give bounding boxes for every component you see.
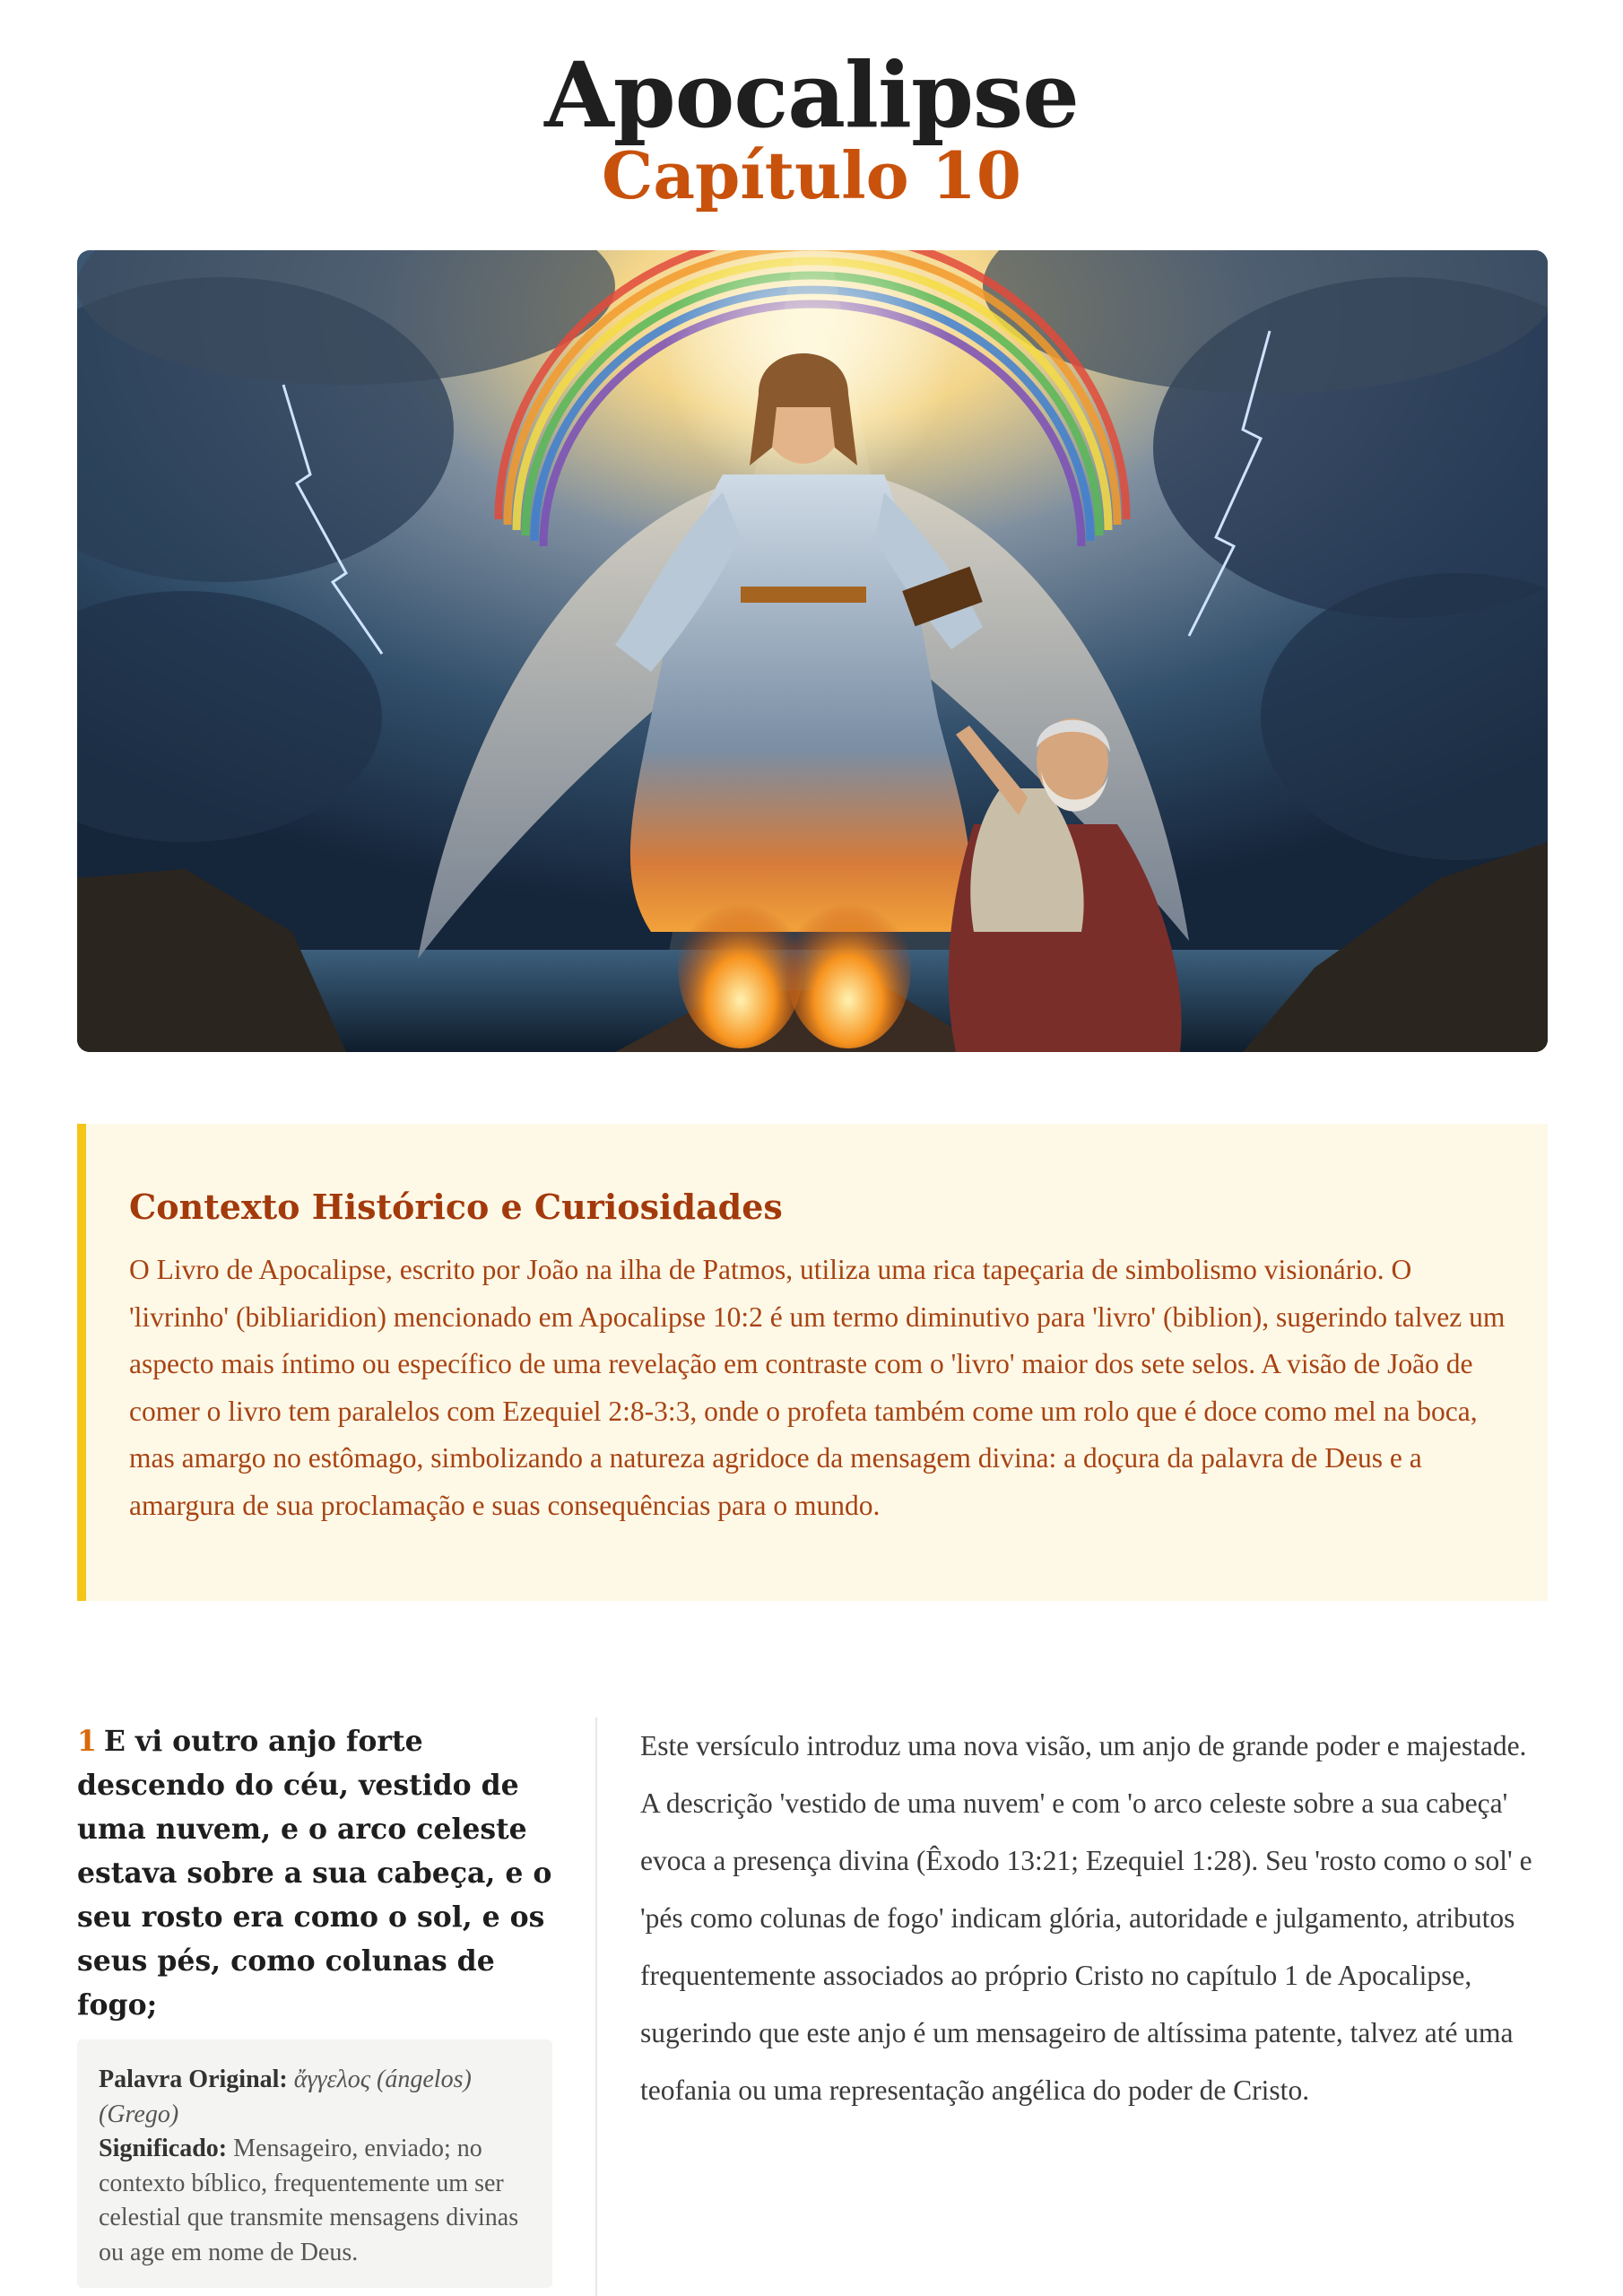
chapter-subtitle: Capítulo 10 (602, 137, 1021, 213)
verse-number: 1 (77, 1725, 97, 1758)
verse-text: E vi outro anjo forte descendo do céu, vestido de uma nuvem, e o arco celeste estava sobre a sua cabeça, e o seu rosto era como o sol, e os seus pés, como colunas de fogo; (77, 1725, 552, 2022)
verse-section (77, 1718, 1548, 2296)
original-word-label: Palavra Original: (99, 2066, 288, 2093)
context-body: O Livro de Apocalipse, escrito por João na ilha de Patmos, utiliza uma rica tapeçaria de simbolismo visionário. O 'livrinho' (bibliaridion) mencionado em Apocalipse 10:2 é um termo diminutivo para 'livro' (biblion), sugerindo talvez um aspecto mais íntimo ou específico de uma revelação em contraste com o 'livro' maior dos sete selos. A visão de João de comer o livro tem paralelos com Ezequiel 2:8-3:3, onde o profeta também come um rolo que é doce como mel na boca, mas amargo no estômago, simbolizando a natureza agridoce da mensagem divina: a doçura da palavra de Deus e a amargura de sua proclamação e suas consequências para o mundo. (129, 1254, 1506, 1521)
meaning-text: Mensageiro, enviado; no contexto bíblico, frequentemente um ser celestial que transmite mensagens divinas ou age em nome de Deus. (99, 2135, 519, 2266)
meaning-label: Significado: (99, 2135, 228, 2162)
context-callout (77, 1124, 1548, 1601)
original-word-box (77, 2039, 552, 2288)
angel-illustration-image (77, 250, 1548, 1052)
column-divider (595, 1718, 597, 2296)
page-title: Apocalipse (544, 42, 1079, 148)
original-word: ἄγγελος (ángelos) (Grego) (99, 2066, 472, 2128)
verse-column (77, 1718, 552, 2288)
verse-text-block (77, 1718, 552, 2027)
hero-illustration (77, 250, 1548, 1052)
page-header (0, 0, 1623, 212)
context-heading: Contexto Histórico e Curiosidades (129, 1187, 783, 1227)
verse-commentary: Este versículo introduz uma nova visão, um anjo de grande poder e majestade. A descrição 'vestido de uma nuvem' e com 'o arco celeste sobre a sua cabeça' evoca a presença divina (Êxodo 13:21; Ezequiel 1:28). Seu 'rosto como o sol' e 'pés como colunas de fogo' indicam glória, autoridade e julgamento, atributos frequentemente associados ao próprio Cristo no capítulo 1 de Apocalipse, sugerindo que este anjo é um mensageiro de altíssima patente, talvez até uma teofania ou uma representação angélica do poder de Cristo. (640, 1730, 1532, 2106)
